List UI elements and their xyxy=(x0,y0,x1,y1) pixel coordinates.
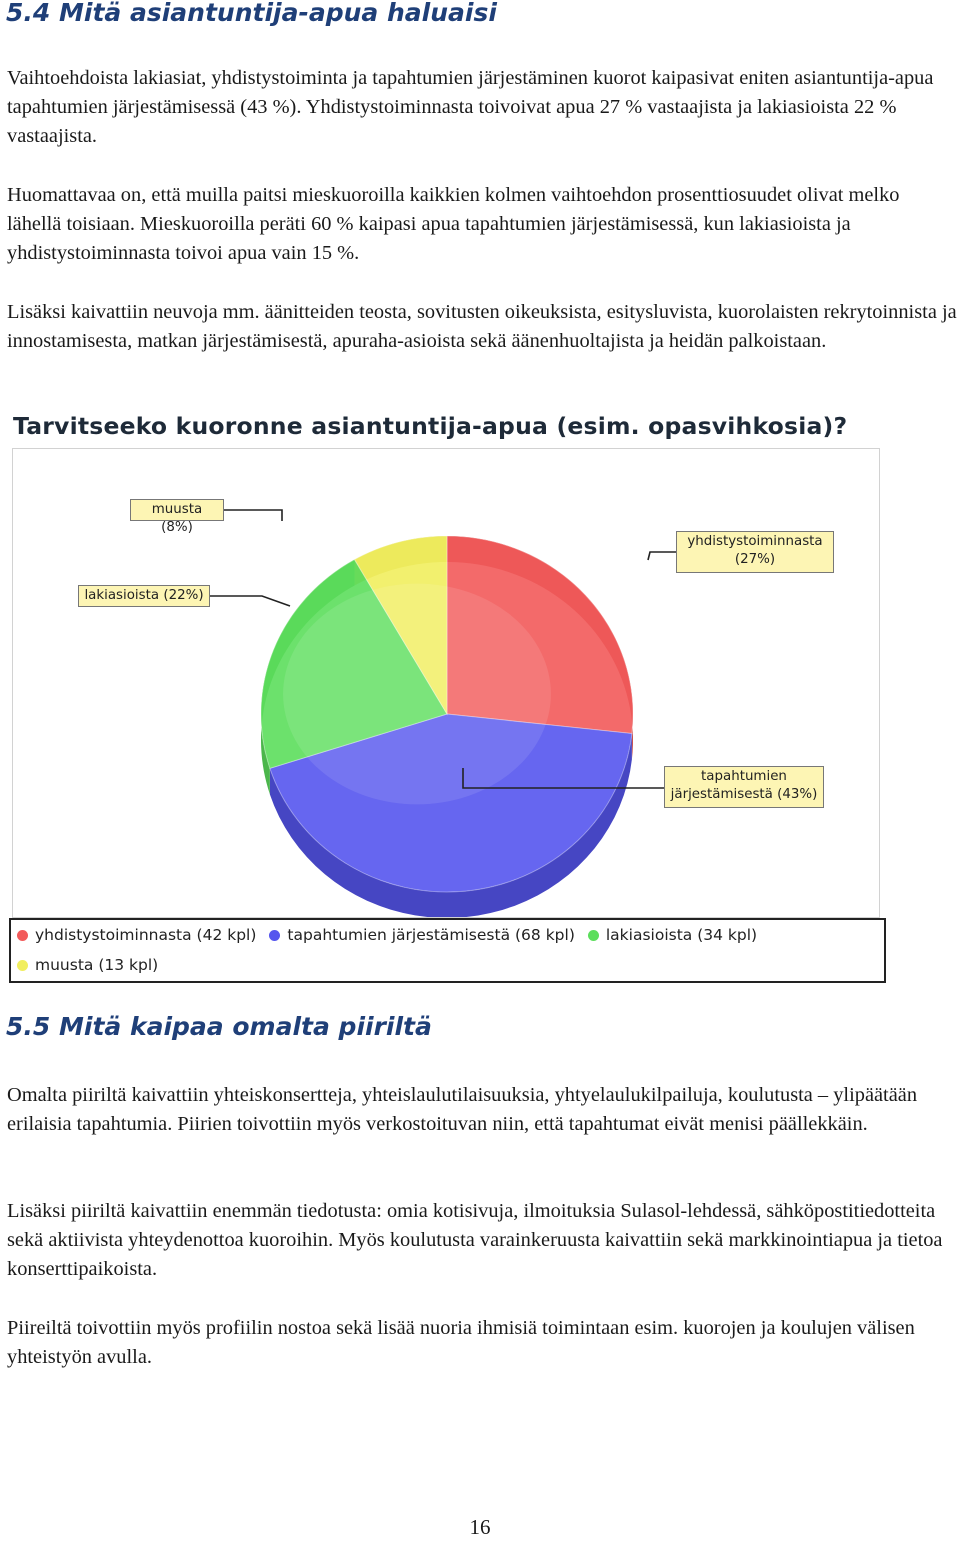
legend-item-yhdistystoiminnasta xyxy=(17,926,256,944)
paragraph: Piireiltä toivottiin myös profiilin nostoa sekä lisää nuoria ihmisiä toimintaan esim. kuorojen ja koulujen välisen yhteistyön avulla. xyxy=(7,1317,915,1368)
legend-dot-icon xyxy=(588,930,599,941)
legend-label: yhdistystoiminnasta (42 kpl) xyxy=(35,926,257,944)
callout-tapahtumien: tapahtumien järjestämisestä (43%) xyxy=(664,766,824,808)
paragraph: Lisäksi piiriltä kaivattiin enemmän tiedotusta: omia kotisivuja, ilmoituksia Sulasol-lehdessä, sähköpostitiedotteita sekä aktiivista yhteydenottoa kuoroihin. Myös koulutusta varainkeruusta kaivattiin sekä markkinointiapua ja tietoa konserttipaikoista. xyxy=(7,1200,943,1280)
chart-legend xyxy=(9,918,886,983)
legend-dot-icon xyxy=(17,930,28,941)
legend-label: lakiasioista (34 kpl) xyxy=(605,926,758,944)
callout-leader-line-2 xyxy=(648,552,676,560)
section-heading-5-4: 5.4 Mitä asiantuntija-apua haluaisi xyxy=(6,0,497,27)
paragraph: Lisäksi kaivattiin neuvoja mm. äänitteiden teosta, sovitusten oikeuksista, esitysluvista, kuorolaisten rekrytoinnista ja innostamisesta, matkan järjestämisestä, apuraha-asioista sekä äänenhuoltajista ja heidän palkoistaan. xyxy=(7,301,957,352)
paragraph: Omalta piiriltä kaivattiin yhteiskonsertteja, yhteislaulutilaisuuksia, yhtyelaulukilpailuja, koulutusta – ylipäätään erilaisia tapahtumia. Piirien toivottiin myös verkostoituvan niin, että tapahtumat eivät menisi päällekkäin. xyxy=(7,1084,918,1135)
callout-lakiasioista: lakiasioista (22%) xyxy=(78,585,210,607)
legend-dot-icon xyxy=(17,960,28,971)
paragraph: Huomattavaa on, että muilla paitsi mieskuoroilla kaikkien kolmen vaihtoehdon prosenttiosuudet olivat melko lähellä toisiaan. Mieskuoroilla peräti 60 % kaipasi apua tapahtumien järjestämisessä, kun lakiasioista ja yhdistystoiminnasta toivoi apua vain 15 %. xyxy=(7,184,900,264)
legend-label: tapahtumien järjestämisestä (68 kpl) xyxy=(287,926,575,944)
callout-yhdistystoiminnasta: yhdistystoiminnasta (27%) xyxy=(676,531,834,573)
section-heading-5-5: 5.5 Mitä kaipaa omalta piiriltä xyxy=(6,1012,432,1041)
legend-item-lakiasioista xyxy=(588,926,757,944)
callout-leader-line-0 xyxy=(224,510,282,521)
pie-highlight xyxy=(283,584,551,805)
legend-label: muusta (13 kpl) xyxy=(35,956,159,974)
paragraph: Vaihtoehdoista lakiasiat, yhdistystoiminta ja tapahtumien järjestäminen kuorot kaipasivat eniten asiantuntija-apua tapahtumien järjestämisessä (43 %). Yhdistystoiminnasta toivoivat apua 27 % vastaajista ja lakiasioista 22 % vastaajista. xyxy=(7,67,934,147)
callout-muusta: muusta (8%) xyxy=(130,499,224,521)
legend-item-muusta xyxy=(17,956,158,974)
legend-dot-icon xyxy=(269,930,280,941)
page-number: 16 xyxy=(469,1515,491,1539)
legend-item-tapahtumien xyxy=(269,926,574,944)
chart-title: Tarvitseeko kuoronne asiantuntija-apua (esim. opasvihkosia)? xyxy=(13,412,848,440)
callout-leader-line-1 xyxy=(210,596,290,606)
